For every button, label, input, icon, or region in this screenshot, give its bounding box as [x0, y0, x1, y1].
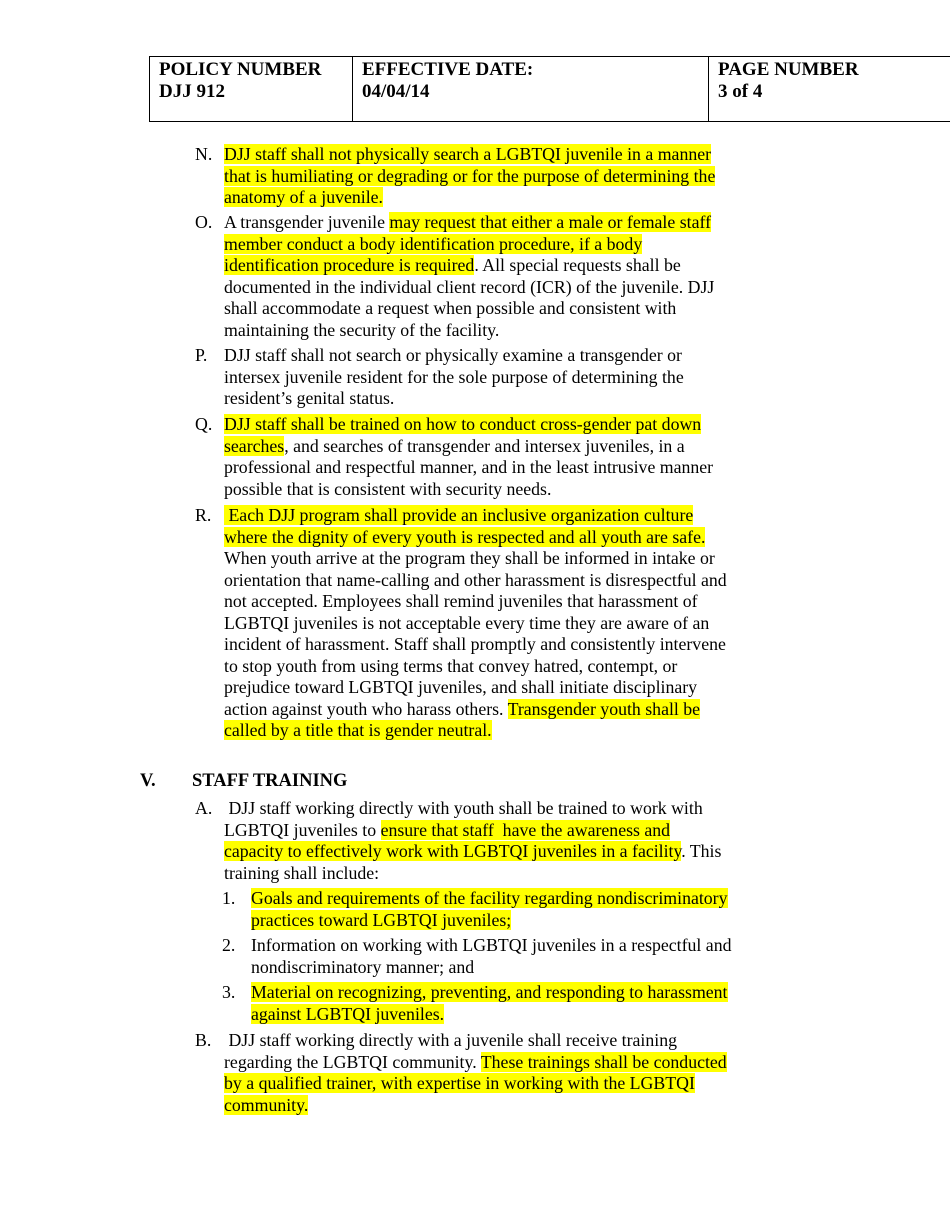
list-item-text — [224, 144, 715, 209]
text-line — [224, 798, 721, 820]
text-segment: When youth arrive at the program they shall be informed in intake or — [224, 548, 715, 568]
highlighted-text: by a qualified trainer, with expertise in working with the LGBTQI — [224, 1073, 695, 1093]
text-line — [224, 1052, 727, 1074]
highlighted-text: where the dignity of every youth is respected and all youth are safe. — [224, 526, 706, 547]
text-segment: orientation that name-calling and other harassment is disrespectful and — [224, 569, 727, 590]
highlighted-text: community. — [224, 1094, 309, 1115]
text-segment: . All special requests shall be — [474, 255, 681, 275]
list-item-label: 1. — [222, 888, 236, 908]
highlighted-text: DJJ staff shall be trained on how to conduct cross-gender pat down — [224, 414, 702, 434]
highlighted-text: These trainings shall be conducted — [480, 1051, 727, 1072]
text-line — [224, 457, 713, 479]
text-line — [224, 613, 727, 635]
highlighted-text: practices toward LGBTQI juveniles; — [251, 909, 512, 930]
highlighted-text: DJJ staff shall not physically search a LGBTQI juvenile in a manner — [224, 144, 712, 164]
list-item-text — [224, 414, 713, 500]
highlighted-text: capacity to effectively work with LGBTQI juveniles in a facility — [224, 841, 682, 861]
list-item-text — [251, 982, 728, 1025]
list-item-text — [251, 888, 728, 931]
text-segment: LGBTQI juveniles is not acceptable every time they are aware of an — [224, 612, 710, 633]
highlighted-text: identification procedure is required — [224, 255, 475, 275]
text-line — [251, 888, 728, 910]
list-item-text — [224, 1030, 727, 1116]
policy-header-table — [149, 56, 950, 122]
text-segment: DJJ staff working directly with youth shall be trained to work with — [224, 798, 703, 818]
text-line — [224, 1030, 727, 1052]
text-line — [224, 677, 727, 699]
text-line — [224, 144, 715, 166]
text-segment: not accepted. Employees shall remind juveniles that harassment of — [224, 591, 698, 611]
text-line — [224, 699, 727, 721]
text-line — [224, 505, 727, 527]
text-line — [224, 367, 684, 389]
text-segment: maintaining the security of the facility. — [224, 319, 500, 340]
text-segment: Information on working with LGBTQI juveniles in a respectful and — [251, 935, 732, 955]
text-segment: DJJ staff shall not search or physically examine a transgender or — [224, 345, 682, 365]
text-segment: nondiscriminatory manner; and — [251, 956, 475, 977]
text-segment: professional and respectful manner, and in the least intrusive manner — [224, 457, 714, 477]
highlighted-text: called by a title that is gender neutral. — [224, 720, 492, 740]
text-line — [224, 388, 684, 410]
list-item-text — [224, 345, 684, 410]
list-item-label: O. — [195, 212, 213, 232]
highlighted-text: may request that either a male or female staff — [389, 212, 711, 232]
text-segment: , and searches of transgender and intersex juveniles, in a — [284, 435, 685, 456]
text-line — [224, 187, 715, 209]
text-segment: action against youth who harass others. — [224, 698, 508, 719]
text-line — [224, 277, 714, 299]
text-line — [224, 863, 721, 885]
highlighted-text: member conduct a body identification procedure, if a body — [224, 233, 643, 254]
text-segment: A transgender juvenile — [224, 212, 390, 232]
text-segment: training shall include: — [224, 862, 380, 883]
text-line — [224, 414, 713, 436]
text-segment: intersex juvenile resident for the sole purpose of determining the — [224, 366, 684, 387]
text-segment: . This — [681, 841, 722, 861]
text-line — [224, 570, 727, 592]
list-item-label: R. — [195, 505, 212, 525]
list-item-text — [224, 798, 721, 884]
text-line — [224, 591, 727, 613]
text-line — [224, 255, 714, 277]
text-line — [251, 957, 731, 979]
list-item-label: 2. — [222, 935, 236, 955]
text-line — [224, 548, 727, 570]
highlighted-text: Material on recognizing, preventing, and responding to harassment — [251, 982, 728, 1002]
text-segment: regarding the LGBTQI community. — [224, 1051, 481, 1072]
text-line — [251, 1004, 728, 1026]
text-line — [224, 436, 713, 458]
effective-date-cell — [353, 57, 709, 122]
highlighted-text: ensure that staff have the awareness and — [380, 819, 671, 840]
list-item-label: 3. — [222, 982, 236, 1002]
policy-number-cell — [150, 57, 353, 122]
page-number-label: PAGE NUMBER — [718, 59, 859, 80]
section-number: V. — [140, 771, 156, 791]
text-line — [251, 935, 731, 957]
text-line — [224, 1073, 727, 1095]
list-item-text — [224, 212, 714, 341]
text-segment: prejudice toward LGBTQI juveniles, and shall initiate disciplinary — [224, 677, 698, 697]
list-item-label: A. — [195, 798, 213, 818]
text-line — [224, 527, 727, 549]
text-line — [224, 720, 727, 742]
text-line — [251, 982, 728, 1004]
text-line — [224, 841, 721, 863]
text-line — [224, 479, 713, 501]
highlighted-text: Goals and requirements of the facility regarding nondiscriminatory — [251, 888, 728, 908]
page-number-value: 3 of 4 — [718, 81, 763, 102]
text-line — [224, 634, 727, 656]
text-segment: shall accommodate a request when possible and consistent with — [224, 298, 677, 318]
text-segment: incident of harassment. Staff shall promptly and consistently intervene — [224, 634, 726, 654]
text-segment: documented in the individual client record (ICR) of the juvenile. DJJ — [224, 276, 715, 297]
highlighted-text: searches — [224, 435, 285, 456]
list-item-label: P. — [195, 345, 208, 365]
text-line — [224, 298, 714, 320]
text-line — [224, 234, 714, 256]
text-segment: resident’s genital status. — [224, 388, 395, 408]
effective-date-value: 04/04/14 — [362, 81, 430, 102]
text-segment: to stop youth from using terms that convey hatred, contempt, or — [224, 655, 678, 676]
list-item-text — [224, 505, 727, 742]
text-line — [224, 820, 721, 842]
text-line — [224, 1095, 727, 1117]
text-line — [224, 166, 715, 188]
section-title: STAFF TRAINING — [192, 771, 348, 791]
text-line — [224, 320, 714, 342]
highlighted-text: anatomy of a juvenile. — [224, 187, 383, 207]
highlighted-text: that is humiliating or degrading or for the purpose of determining the — [224, 165, 716, 186]
text-line — [224, 656, 727, 678]
policy-number-value: DJJ 912 — [159, 81, 225, 102]
list-item-text — [251, 935, 731, 978]
text-segment: LGBTQI juveniles to — [224, 819, 381, 840]
policy-number-label: POLICY NUMBER — [159, 59, 322, 80]
highlighted-text: Transgender youth shall be — [507, 698, 701, 719]
text-line — [251, 910, 728, 932]
text-segment: possible that is consistent with security needs. — [224, 478, 552, 499]
page-number-cell — [709, 57, 950, 122]
list-item-label: Q. — [195, 414, 213, 434]
list-item-label: N. — [195, 144, 213, 164]
list-item-label: B. — [195, 1030, 212, 1050]
highlighted-text: Each DJJ program shall provide an inclusive organization culture — [224, 505, 694, 525]
text-line — [224, 212, 714, 234]
effective-date-label: EFFECTIVE DATE: — [362, 59, 534, 80]
text-line — [224, 345, 684, 367]
text-segment: DJJ staff working directly with a juvenile shall receive training — [224, 1030, 677, 1050]
highlighted-text: against LGBTQI juveniles. — [251, 1003, 445, 1024]
